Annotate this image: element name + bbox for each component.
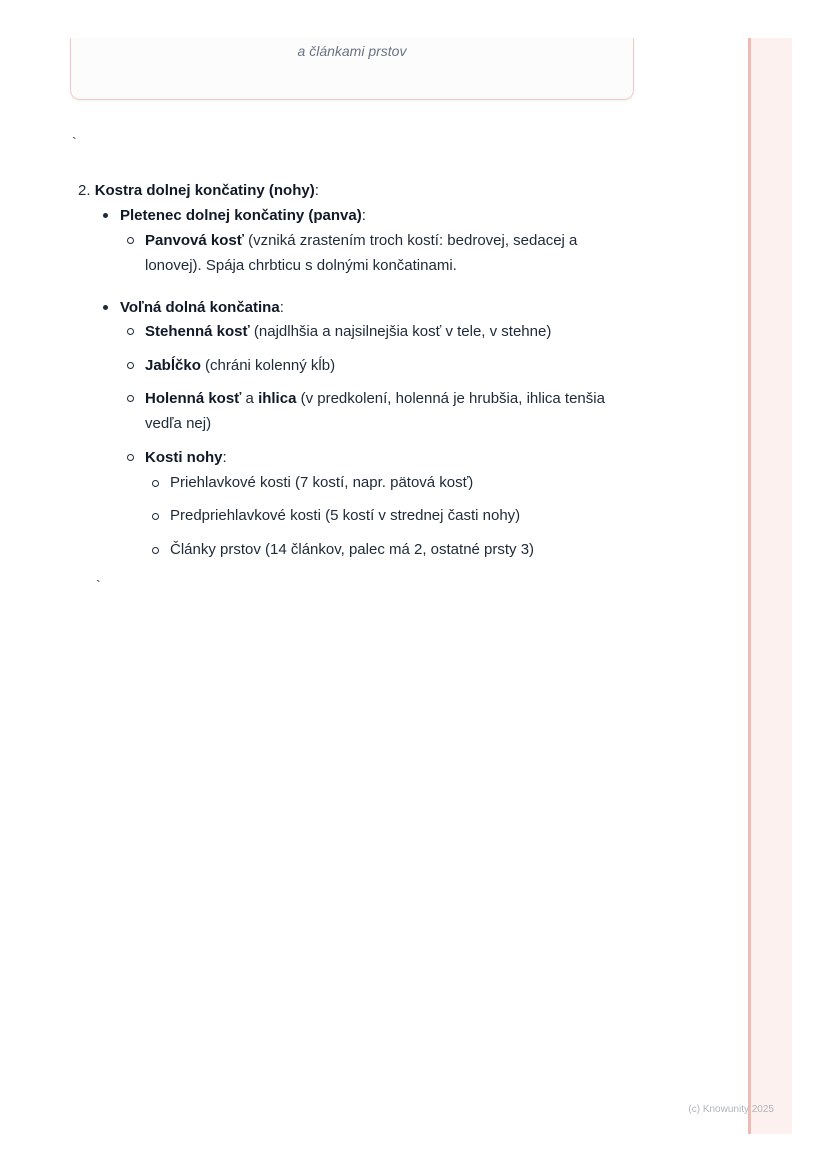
circle-bullet <box>127 237 134 244</box>
circle-bullet <box>127 362 134 369</box>
list-item-continued: lonovej). Spája chrbticu s dolnými končatinami. <box>145 257 457 274</box>
item-term: Panvová kosť <box>145 232 244 249</box>
section-heading: 2. Kostra dolnej končatiny (nohy): <box>78 182 319 199</box>
circle-bullet <box>127 454 134 461</box>
margin-line <box>748 38 751 1134</box>
disc-bullet <box>103 305 108 310</box>
section-number: 2. <box>78 182 91 199</box>
group-title: Voľná dolná končatina <box>120 299 280 316</box>
margin-band <box>748 38 792 1134</box>
sub-list-item: Predpriehlavkové kosti (5 kostí v strednej časti nohy) <box>170 507 521 524</box>
footer-copyright: (c) Knowunity 2025 <box>688 1104 774 1115</box>
list-item: Jabĺčko (chráni kolenný kĺb) <box>145 357 336 374</box>
disc-bullet <box>103 213 108 218</box>
circle-bullet <box>127 395 134 402</box>
circle-bullet <box>152 547 159 554</box>
stray-mark: ` <box>72 134 77 150</box>
sub-list-item: Články prstov (14 článkov, palec má 2, ostatné prsty 3) <box>170 541 535 558</box>
callout-text: a článkami prstov <box>297 43 407 59</box>
circle-bullet <box>152 480 159 487</box>
item-term: ihlica <box>258 390 297 407</box>
section-title: Kostra dolnej končatiny (nohy) <box>94 182 315 199</box>
sub-list-item: Priehlavkové kosti (7 kostí, napr. pätová kosť) <box>170 474 474 491</box>
circle-bullet <box>127 328 134 335</box>
list-item: Panvová kosť (vzniká zrastením troch kostí: bedrovej, sedacej a <box>145 232 578 249</box>
list-item-continued: vedľa nej) <box>145 415 212 432</box>
group-heading: Voľná dolná končatina: <box>120 299 284 316</box>
group-title: Pletenec dolnej končatiny (panva) <box>120 207 362 224</box>
circle-bullet <box>152 513 159 520</box>
item-term: Jabĺčko <box>145 357 201 374</box>
list-item: Holenná kosť a ihlica (v predkolení, holenná je hrubšia, ihlica tenšia <box>145 390 605 407</box>
item-term: Holenná kosť <box>145 390 242 407</box>
callout-box <box>70 38 634 100</box>
list-item: Kosti nohy: <box>145 449 227 466</box>
item-term: Kosti nohy <box>145 449 223 466</box>
list-item: Stehenná kosť (najdlhšia a najsilnejšia kosť v tele, v stehne) <box>145 323 552 340</box>
stray-mark: ` <box>96 577 101 593</box>
item-term: Stehenná kosť <box>145 323 250 340</box>
group-heading: Pletenec dolnej končatiny (panva): <box>120 207 366 224</box>
